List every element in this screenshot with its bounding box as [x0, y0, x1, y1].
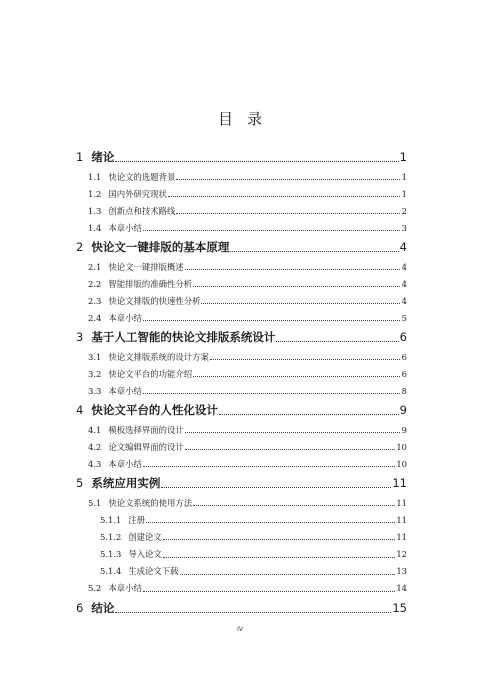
toc-entry-page: 1 [399, 150, 407, 164]
toc-entry-title: 快论文平台的人性化设计 [91, 403, 218, 417]
toc-entry-title: 模板选择界面的设计 [108, 424, 184, 435]
toc-entry-title: 创建论文 [128, 531, 162, 542]
toc-entry-title: 绪论 [91, 150, 115, 164]
toc-entry[interactable] [76, 309, 407, 326]
toc-entry-number: 3.1 [88, 351, 102, 362]
toc-dot-leader [163, 533, 396, 540]
toc-entry[interactable] [76, 146, 407, 168]
toc-entry-number: 4.1 [88, 424, 102, 435]
toc-entry-number: 2.4 [88, 312, 102, 323]
toc-entry-page: 4 [399, 240, 407, 254]
toc-entry[interactable] [76, 365, 407, 382]
toc-entry-page: 10 [396, 441, 407, 452]
toc-entry-number: 1.4 [88, 222, 102, 233]
toc-entry-number: 3 [76, 330, 84, 344]
toc-entry[interactable] [76, 219, 407, 236]
toc-dot-leader [163, 551, 396, 558]
toc-entry-page: 10 [396, 458, 407, 469]
toc-dot-leader [193, 280, 400, 287]
toc-entry-page: 4 [401, 261, 407, 272]
toc-entry[interactable] [76, 580, 407, 597]
toc-dot-leader [176, 207, 400, 214]
toc-entry-number: 3.3 [88, 385, 102, 396]
toc-dot-leader [176, 173, 400, 180]
toc-entry-number: 4.3 [88, 458, 102, 469]
toc-entry-number: 5.2 [88, 583, 102, 594]
toc-entry-page: 4 [401, 295, 407, 306]
toc-entry-title: 注册 [128, 514, 146, 525]
toc-entry-title: 本章小结 [108, 385, 142, 396]
toc-entry[interactable] [76, 275, 407, 292]
toc-entry[interactable] [76, 472, 407, 494]
toc-entry-title: 本章小结 [108, 458, 142, 469]
toc-entry-title: 本章小结 [108, 583, 142, 594]
toc-entry[interactable] [76, 511, 407, 528]
toc-entry-title: 本章小结 [108, 312, 142, 323]
toc-entry-page: 11 [396, 531, 407, 542]
toc-dot-leader [185, 426, 400, 433]
toc-entry-title: 快论文排版系统的设计方案 [108, 351, 209, 362]
toc-entry[interactable] [76, 168, 407, 185]
toc-entry[interactable] [76, 421, 407, 438]
toc-dot-leader [115, 606, 391, 613]
toc-entry-page: 2 [401, 205, 407, 216]
toc-entry-number: 5.1.2 [100, 531, 122, 542]
toc-entry-page: 3 [401, 222, 407, 233]
toc-dot-leader [146, 516, 395, 523]
toc-entry-title: 快论文一键排版概述 [108, 261, 184, 272]
toc-entry-number: 1.2 [88, 188, 102, 199]
toc-dot-leader [201, 297, 400, 304]
toc-entry-title: 快论文排版的快速性分析 [108, 295, 201, 306]
toc-dot-leader [185, 263, 400, 270]
toc-entry-page: 5 [401, 312, 407, 323]
toc-entry-number: 5.1 [88, 497, 102, 508]
toc-entry-number: 2.1 [88, 261, 102, 272]
toc-entry-page: 9 [401, 424, 407, 435]
toc-dot-leader [230, 245, 398, 252]
table-of-contents [76, 146, 407, 619]
toc-entry-page: 4 [401, 278, 407, 289]
toc-entry-title: 论文编辑界面的设计 [108, 441, 184, 452]
toc-dot-leader [193, 499, 395, 506]
toc-entry-number: 3.2 [88, 368, 102, 379]
toc-entry-title: 快论文一键排版的基本原理 [91, 240, 230, 254]
toc-entry[interactable] [76, 528, 407, 545]
toc-entry-page: 11 [392, 476, 407, 490]
toc-entry-number: 1.3 [88, 205, 102, 216]
toc-entry-page: 11 [396, 514, 407, 525]
toc-dot-leader [193, 370, 400, 377]
toc-entry-number: 1.1 [88, 171, 102, 182]
toc-entry-title: 快论文平台的功能介绍 [108, 368, 193, 379]
toc-entry-page: 1 [401, 188, 407, 199]
toc-dot-leader [210, 353, 400, 360]
toc-entry-title: 导入论文 [128, 548, 162, 559]
toc-dot-leader [168, 190, 400, 197]
toc-dot-leader [143, 224, 400, 231]
toc-entry[interactable] [76, 545, 407, 562]
page-number: IV [237, 626, 243, 633]
toc-entry-title: 快论文系统的使用方法 [108, 497, 193, 508]
toc-entry-title: 生成论文下载 [128, 566, 179, 577]
toc-entry-number: 2.3 [88, 295, 102, 306]
toc-entry-page: 12 [396, 548, 407, 559]
toc-entry[interactable] [76, 399, 407, 421]
toc-entry-page: 6 [401, 368, 407, 379]
toc-entry-title: 本章小结 [108, 222, 142, 233]
toc-entry-page: 6 [401, 351, 407, 362]
toc-dot-leader [143, 387, 400, 394]
toc-entry[interactable] [76, 438, 407, 455]
toc-entry-title: 快论文的选题背景 [108, 171, 176, 182]
toc-entry-page: 11 [396, 497, 407, 508]
toc-dot-leader [276, 335, 398, 342]
toc-entry[interactable] [76, 202, 407, 219]
toc-entry-page: 14 [396, 583, 407, 594]
toc-entry-page: 1 [401, 171, 407, 182]
toc-entry-page: 6 [399, 330, 407, 344]
toc-entry[interactable] [76, 597, 407, 619]
toc-entry-page: 15 [392, 600, 407, 615]
toc-entry-page: 8 [401, 385, 407, 396]
toc-entry-number: 5.1.1 [100, 514, 122, 525]
toc-entry-number: 6 [76, 600, 84, 615]
toc-entry-number: 5 [76, 476, 84, 490]
toc-entry-number: 2 [76, 240, 84, 254]
toc-entry[interactable] [76, 326, 407, 348]
toc-dot-leader [115, 155, 398, 162]
toc-dot-leader [219, 408, 399, 415]
toc-dot-leader [180, 568, 396, 575]
toc-entry-number: 4.2 [88, 441, 102, 452]
toc-entry-title: 创新点和技术路线 [108, 205, 176, 216]
toc-entry-title: 系统应用实例 [91, 476, 161, 490]
toc-entry-page: 9 [399, 403, 407, 417]
toc-dot-leader [161, 481, 391, 488]
toc-entry[interactable] [76, 258, 407, 275]
toc-entry-page: 13 [396, 566, 407, 577]
toc-entry[interactable] [76, 494, 407, 511]
toc-dot-leader [143, 460, 396, 467]
toc-entry-title: 结论 [91, 600, 115, 615]
toc-dot-leader [143, 314, 400, 321]
toc-entry-number: 4 [76, 403, 84, 417]
toc-entry-number: 5.1.3 [100, 548, 122, 559]
toc-entry-number: 5.1.4 [100, 566, 122, 577]
toc-entry[interactable] [76, 185, 407, 202]
page-title: 目录 [217, 110, 276, 128]
toc-dot-leader [143, 585, 396, 592]
toc-entry[interactable] [76, 563, 407, 580]
toc-dot-leader [185, 443, 396, 450]
toc-entry-title: 国内外研究现状 [108, 188, 167, 199]
toc-entry[interactable] [76, 382, 407, 399]
toc-entry[interactable] [76, 236, 407, 258]
toc-entry-title: 智能排版的准确性分析 [108, 278, 193, 289]
toc-entry-number: 1 [76, 150, 84, 164]
toc-entry-title: 基于人工智能的快论文排版系统设计 [91, 330, 276, 344]
toc-entry-number: 2.2 [88, 278, 102, 289]
toc-entry[interactable] [76, 455, 407, 472]
toc-entry[interactable] [76, 348, 407, 365]
toc-entry[interactable] [76, 292, 407, 309]
